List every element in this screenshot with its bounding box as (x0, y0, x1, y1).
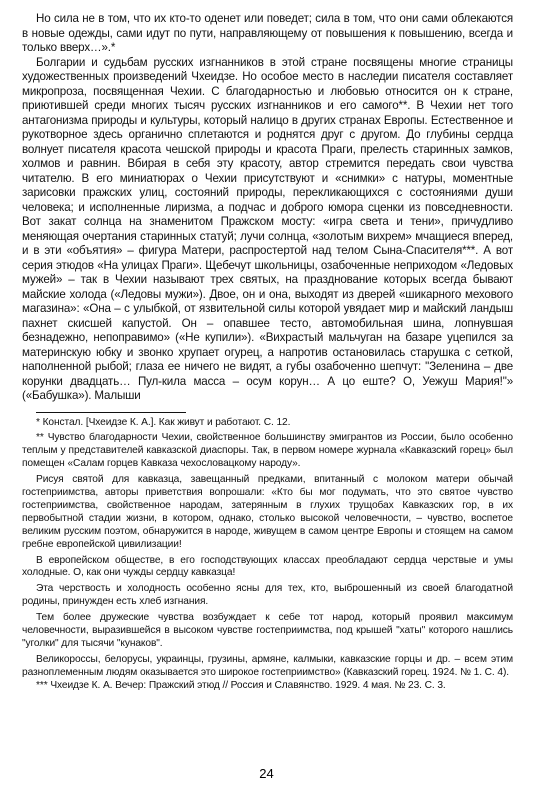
footnotes (22, 417, 513, 693)
footnote-paragraph: Великороссы, белорусы, украинцы, грузины, армяне, калмыки, кавказские горцы и др. – всем этим разноплеменным людям оказывается это широкое гостеприимство» (Кавказский горец. 1924. № 1. С. 4). (22, 653, 513, 678)
footnote: * Констал. [Чхеидзе К. А.]. Как живут и работают. С. 12. (36, 416, 291, 428)
footnote-paragraph: В европейском обществе, в его господствующих классах преобладают сердца черствые и умы холодные. О, как они чужды сердцу кавказца! (22, 554, 513, 579)
paragraph: Но сила не в том, что их кто-то оденет или поведет; сила в том, что они сами облекаются в новые одежды, сами идут по пути, направляющему от повышения к повышению, всегда и только вверх…».* (22, 12, 513, 54)
footnote: ** Чувство благодарности Чехии, свойственное большинству эмигрантов из России, было особенно теплым у представителей кавказской диаспоры. Так, в первом номере журнала «Кавказский горец» был помещен «Салам горцев Кавказа чехословацкому народу». (22, 432, 513, 470)
paragraph: Болгарии и судьбам русских изгнанников в этой стране посвящены многие страницы художественных произведений Чхеидзе. Но особое место в наследии писателя составляет микропроза, посвященная Чехии. С благодарностью и любовью относится он к стране, приютившей среди многих тысяч русских изгнанников и его самого**. В Чехии нет того антагонизма природы и культуры, который налицо в других странах Европы. Естественное и рукотворное здесь органично сплетаются и роднятся друг с другом. До глубины сердца волнует писателя красота чешской природы и красота Праги, прелесть старинных замков, холмов и равнин. Вбирая в себя эту красоту, автор стремится передать свои чувства читателю. В его миниатюрах о Чехии присутствуют и «снимки» с натуры, моментные зарисовки пражских улиц, состояний природы, перекликающихся с состояниями души человека; и исполненные лиризма, а подчас и доброго юмора сценки из повседневности. Вот закат солнца на знаменитом Пражском мосту: «игра света и тени», причудливо меняющая очертания старинных статуй; лучи солнца, «золотым вихрем» мчащиеся вперед, и в эти «объятия» – фигура Матери, распростертой над телом Сына-Спасителя***. А вот серия этюдов «На улицах Праги». Щебечут школьницы, озабоченные неприходом «Ледовых мужей» – так в Чехии называют трех святых, на празднование которых всегда бывают майские холода («Ледовы мужи»). Двое, он и она, выходят из дверей «шикарного мехового магазина»: «Она – с улыбкой, от язвительной силы которой увядает мир и майский ландыш пахнет скисшей капустой. Он – опавшее тесто, автомобильная шина, лопнувшая безнадежно, непоправимо» («Не купили»). «Вихрастый мальчуган на базаре уцепился за материнскую юбку и звонко хрупает огурец, а напротив остановилась старушка с сеткой, наполненной рыбой; глаза ее ничего не видят, а губы озабоченно шепчут: "Зеленина – две корунки двадцать… Пул-кила масса – осум корун… А цо еште? О, Уежуш Мария!"» («Бабушка»). Малыши (22, 55, 513, 402)
page-number: 24 (259, 766, 274, 781)
main-text (22, 12, 513, 404)
footnote-paragraph: Тем более дружеские чувства возбуждает к себе тот народ, который проявил максимум человечности, выразившейся в высоком чувстве гостеприимства, под крышей "хаты" которого нашлись "уголки" для тысячи "кунаков". (22, 612, 513, 649)
footnote-paragraph: Эта черствость и холодность особенно ясны для тех, кто, выброшенный из своей благодатной родины, принужден есть хлеб изгнания. (22, 583, 513, 608)
footnote: *** Чхеидзе К. А. Вечер: Пражский этюд // Россия и Славянство. 1929. 4 мая. № 23. С. 3. (36, 679, 446, 691)
footnote-paragraph: Рисуя святой для кавказца, завещанный предками, впитанный с молоком матери обычай гостеприимства, авторы приветствия вопрошали: «Кто бы мог подумать, что это святое чувство гостеприимства, свойственное народам, затерянным в глухих трущобах Кавказских гор, в их первобытной стадии жизни, в котором, однако, столько высокой человечности, – чувство, воспетое великим русским поэтом, обнаружится в народе, живущем в самом центре Европы и стоящем на самом гребне европейской цивилизации! (22, 474, 513, 550)
footnote-divider (36, 412, 186, 413)
